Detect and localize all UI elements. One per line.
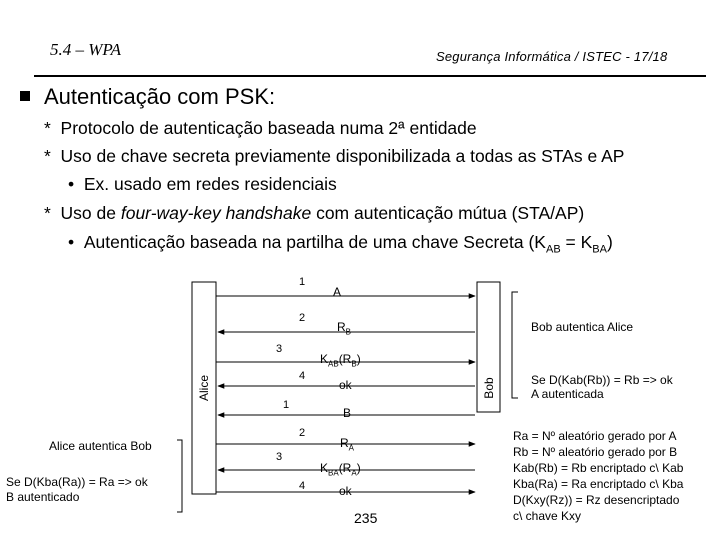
bob-auth-rule-1: Se D(Kab(Rb)) = Rb => ok	[531, 373, 673, 387]
msg-content: ok	[339, 378, 352, 392]
msg-content: $R_B$	[337, 320, 352, 337]
bullet-marker: *	[44, 203, 51, 223]
bullet-marker: •	[68, 232, 75, 252]
bullet-text: Autenticação baseada na partilha de uma chave Secreta (K	[83, 232, 546, 252]
bob-bracket	[512, 292, 518, 398]
msg-number: 4	[299, 480, 306, 492]
alice-bracket	[177, 440, 182, 512]
bullet-text: com autenticação mútua (STA/AP)	[311, 203, 585, 223]
legend-line-4: Kba(Ra) = Ra encriptado c\ Kba	[513, 477, 684, 491]
legend-line-2: Rb = Nº aleatório gerado por B	[513, 445, 678, 459]
bullet-text: = K	[560, 232, 593, 252]
msg-content: $R_A$	[340, 436, 355, 453]
msg-content: $K_{AB}(R_B)$	[320, 352, 361, 369]
msg-number: 4	[299, 370, 306, 382]
legend-line-3: Kab(Rb) = Rb encriptado c\ Kab	[513, 461, 684, 475]
bob-auth-rule-2: A autenticada	[531, 387, 604, 401]
bullet-text-italic: four-way-key handshake	[120, 203, 312, 223]
msg-number: 1	[283, 399, 290, 411]
legend-line-6: c\ chave Kxy	[513, 509, 582, 523]
legend-line-1: Ra = Nº aleatório gerado por A	[513, 429, 677, 443]
section-title: 5.4 – WPA	[50, 40, 121, 59]
alice-auth-rule-2: B autenticado	[6, 490, 80, 504]
alice-auth-rule-1: Se D(Kba(Ra)) = Ra => ok	[6, 475, 148, 489]
bullet-text: Protocolo de autenticação baseada numa 2ª entidade	[60, 118, 477, 138]
alice-label: Alice	[197, 375, 211, 402]
bob-label: Bob	[482, 377, 496, 399]
bullet-text: Ex. usado em redes residenciais	[83, 174, 337, 194]
subscript: AB	[545, 243, 561, 256]
msg-content: B	[343, 406, 352, 420]
alice-auth-title: Alice autentica Bob	[49, 439, 152, 453]
bullet-marker: *	[44, 146, 51, 166]
course-info: Segurança Informática / ISTEC - 17/18	[436, 49, 668, 64]
page-number: 235	[354, 510, 378, 526]
msg-number: 3	[276, 343, 283, 355]
slide-title: Autenticação com PSK:	[44, 84, 276, 109]
msg-content: ok	[339, 484, 352, 498]
msg-number: 1	[299, 276, 306, 288]
bullet-text: Uso de	[60, 203, 121, 223]
legend-line-5: D(Kxy(Rz)) = Rz desencriptado	[513, 493, 680, 507]
bullet-text: Uso de chave secreta previamente disponibilizada a todas as STAs e AP	[60, 146, 625, 166]
msg-number: 2	[299, 427, 306, 439]
msg-content: $K_{BA}(R_A)$	[320, 461, 361, 478]
msg-number: 2	[299, 312, 306, 324]
bullet-marker: *	[44, 118, 51, 138]
subscript: BA	[592, 243, 607, 256]
bullet-text: )	[606, 232, 613, 252]
bob-auth-title: Bob autentica Alice	[531, 320, 634, 334]
msg-number: 3	[276, 451, 283, 463]
msg-content: A	[333, 285, 342, 299]
bullet-marker: •	[68, 174, 75, 194]
